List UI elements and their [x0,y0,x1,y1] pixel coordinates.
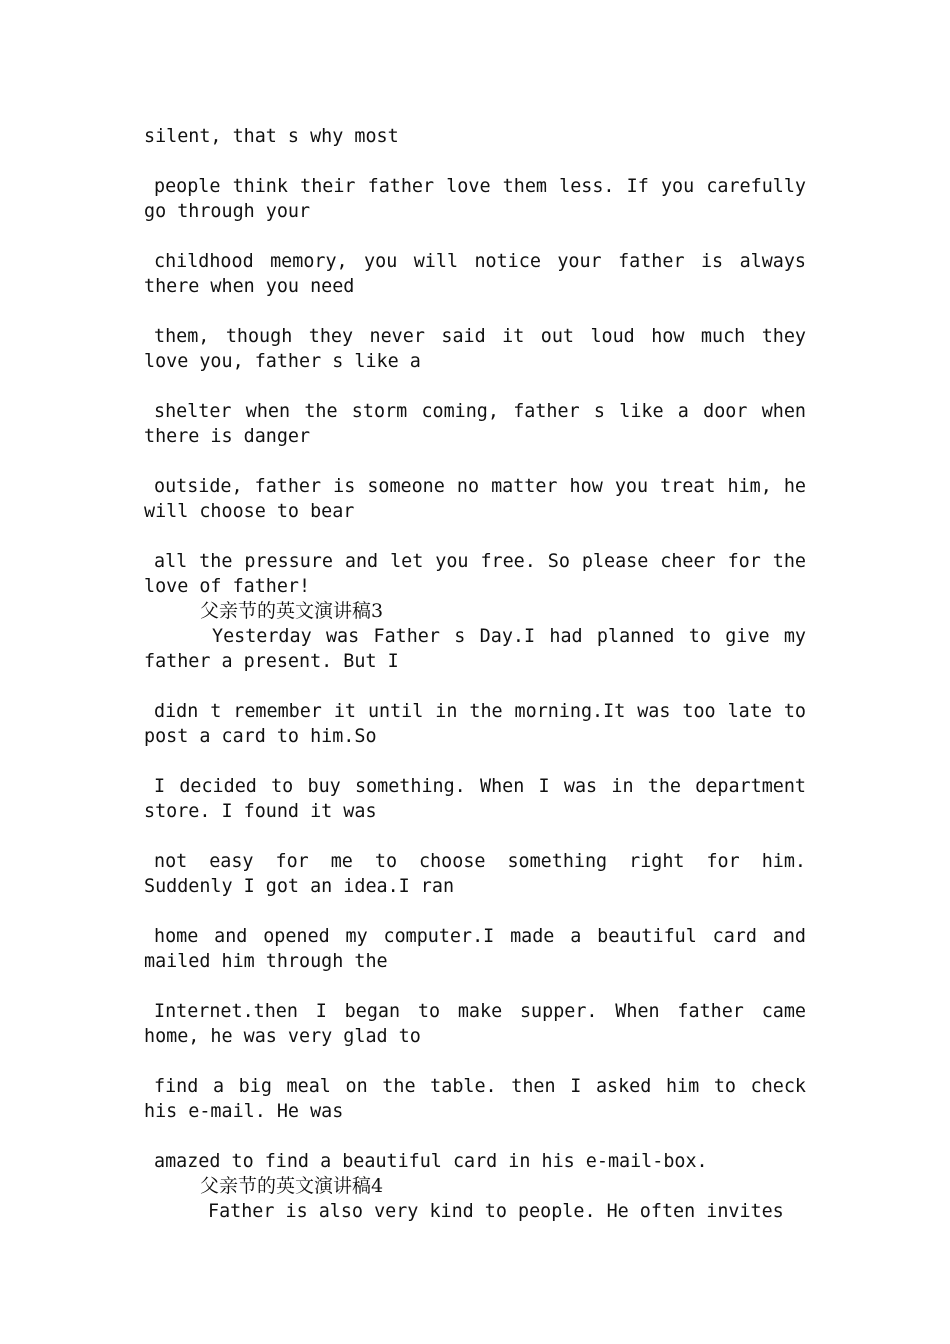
section-heading: 父亲节的英文演讲稿3 [200,600,384,622]
paragraph: outside, father is someone no matter how you treat him, he will choose to bear [144,476,806,522]
paragraph: Internet.then I began to make supper. When father came home, he was very glad to [144,1001,806,1047]
paragraph: find a big meal on the table. then I asked him to check his e-mail. He was [144,1076,806,1122]
section-heading: 父亲节的英文演讲稿4 [200,1175,384,1197]
paragraph: not easy for me to choose something right for him. Suddenly I got an idea.I ran [144,851,806,897]
paragraph: shelter when the storm coming, father s like a door when there is danger [144,401,806,447]
paragraph: Father is also very kind to people. He often invites [208,1201,784,1222]
paragraph: home and opened my computer.I made a beautiful card and mailed him through the [144,926,806,972]
document-body [144,124,806,1224]
paragraph: childhood memory, you will notice your father is always there when you need [144,251,806,297]
paragraph: I decided to buy something. When I was in the department store. I found it was [144,776,806,822]
paragraph: people think their father love them less. If you carefully go through your [144,176,806,222]
paragraph: amazed to find a beautiful card in his e-mail-box. [154,1151,708,1172]
paragraph: didn t remember it until in the morning.It was too late to post a card to him.So [144,701,806,747]
paragraph: them, though they never said it out loud how much they love you, father s like a [144,326,806,372]
paragraph: all the pressure and let you free. So please cheer for the love of father! [144,551,806,597]
paragraph: Yesterday was Father s Day.I had planned to give my father a present. But I [144,626,806,672]
paragraph: silent, that s why most [144,126,399,147]
